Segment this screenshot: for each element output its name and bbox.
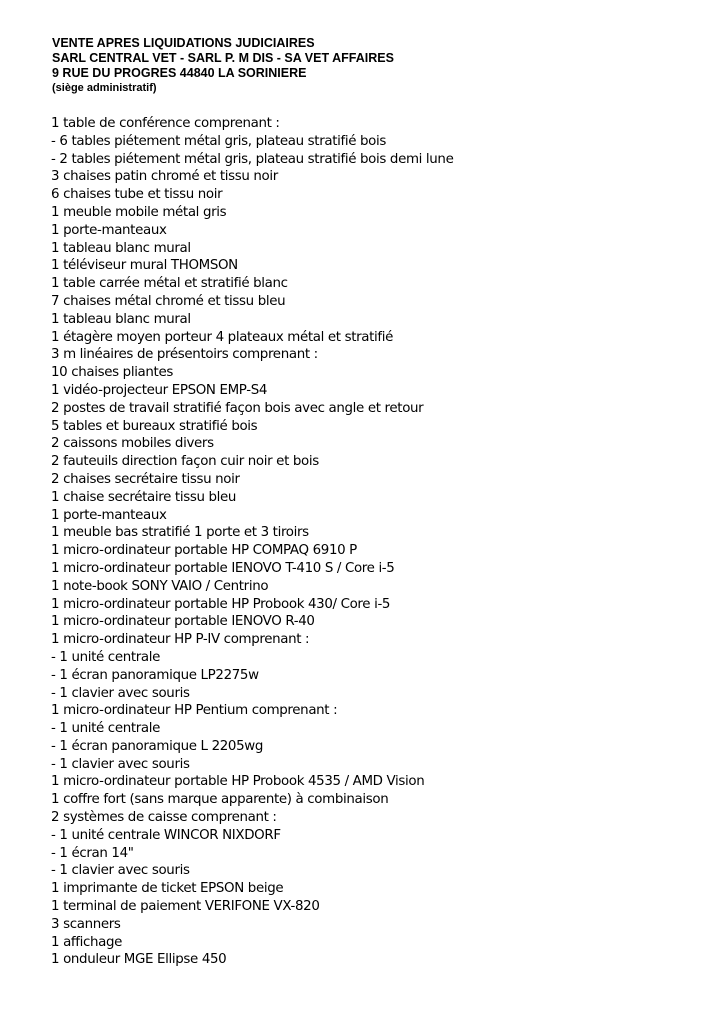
header-note: (siège administratif) <box>52 82 157 94</box>
inventory-item: 2 caissons mobiles divers <box>51 436 214 452</box>
inventory-item: 1 coffre fort (sans marque apparente) à combinaison <box>51 792 389 808</box>
inventory-item: - 1 écran 14" <box>51 845 134 861</box>
inventory-item: 2 chaises secrétaire tissu noir <box>51 471 240 487</box>
inventory-item: 1 étagère moyen porteur 4 plateaux métal et stratifié <box>51 329 394 345</box>
inventory-item: 10 chaises pliantes <box>51 365 173 381</box>
inventory-item: - 1 clavier avec souris <box>51 863 190 879</box>
inventory-item: 1 tableau blanc mural <box>51 240 191 256</box>
inventory-item: - 6 tables piétement métal gris, plateau stratifié bois <box>51 133 387 149</box>
inventory-item: 3 scanners <box>51 916 121 932</box>
inventory-item: 1 affichage <box>51 934 123 950</box>
inventory-item: 1 table carrée métal et stratifié blanc <box>51 276 288 292</box>
inventory-item: 1 terminal de paiement VERIFONE VX-820 <box>51 899 320 915</box>
inventory-item: - 1 clavier avec souris <box>51 756 190 772</box>
inventory-item: 1 imprimante de ticket EPSON beige <box>51 881 284 897</box>
inventory-item: 6 chaises tube et tissu noir <box>51 187 223 203</box>
inventory-item: 1 tableau blanc mural <box>51 311 191 327</box>
inventory-item: 2 systèmes de caisse comprenant : <box>51 810 277 826</box>
inventory-item: 1 porte-manteaux <box>51 507 167 523</box>
inventory-item: 1 meuble bas stratifié 1 porte et 3 tiroirs <box>51 525 309 541</box>
inventory-item: 2 fauteuils direction façon cuir noir et bois <box>51 454 319 470</box>
inventory-item: 3 m linéaires de présentoirs comprenant : <box>51 347 318 363</box>
inventory-item: 1 chaise secrétaire tissu bleu <box>51 489 237 505</box>
inventory-item: 1 meuble mobile métal gris <box>51 204 227 220</box>
header-companies: SARL CENTRAL VET - SARL P. M DIS - SA VET AFFAIRES <box>52 51 394 65</box>
inventory-item: - 1 écran panoramique L 2205wg <box>51 738 264 754</box>
inventory-item: 2 postes de travail stratifié façon bois avec angle et retour <box>51 400 424 416</box>
inventory-list <box>51 115 711 969</box>
inventory-item: - 1 unité centrale <box>51 721 161 737</box>
inventory-item: 1 téléviseur mural THOMSON <box>51 258 238 274</box>
inventory-item: 3 chaises patin chromé et tissu noir <box>51 169 278 185</box>
inventory-item: 1 porte-manteaux <box>51 222 167 238</box>
inventory-item: 1 micro-ordinateur portable HP Probook 4535 / AMD Vision <box>51 774 425 790</box>
inventory-item: 7 chaises métal chromé et tissu bleu <box>51 293 286 309</box>
inventory-item: 1 micro-ordinateur HP P-IV comprenant : <box>51 632 310 648</box>
inventory-item: - 1 unité centrale <box>51 649 161 665</box>
inventory-item: 1 micro-ordinateur portable HP Probook 430/ Core i-5 <box>51 596 391 612</box>
inventory-item: - 1 unité centrale WINCOR NIXDORF <box>51 827 281 843</box>
inventory-item: 1 onduleur MGE Ellipse 450 <box>51 952 227 968</box>
header-title: VENTE APRES LIQUIDATIONS JUDICIAIRES <box>52 36 315 50</box>
inventory-item: - 1 écran panoramique LP2275w <box>51 667 259 683</box>
inventory-item: 1 micro-ordinateur portable IENOVO R-40 <box>51 614 315 630</box>
inventory-item: - 1 clavier avec souris <box>51 685 190 701</box>
inventory-item: 1 micro-ordinateur portable HP COMPAQ 6910 P <box>51 543 357 559</box>
inventory-item: 1 table de conférence comprenant : <box>51 116 280 131</box>
inventory-item: 1 vidéo-projecteur EPSON EMP-S4 <box>51 382 268 398</box>
document-header <box>52 36 692 95</box>
inventory-item: - 2 tables piétement métal gris, plateau stratifié bois demi lune <box>51 151 454 167</box>
inventory-item: 5 tables et bureaux stratifié bois <box>51 418 258 434</box>
inventory-item: 1 micro-ordinateur HP Pentium comprenant : <box>51 703 338 719</box>
inventory-item: 1 micro-ordinateur portable IENOVO T-410 S / Core i-5 <box>51 560 395 576</box>
inventory-item: 1 note-book SONY VAIO / Centrino <box>51 578 269 594</box>
header-address: 9 RUE DU PROGRES 44840 LA SORINIERE <box>52 66 307 80</box>
